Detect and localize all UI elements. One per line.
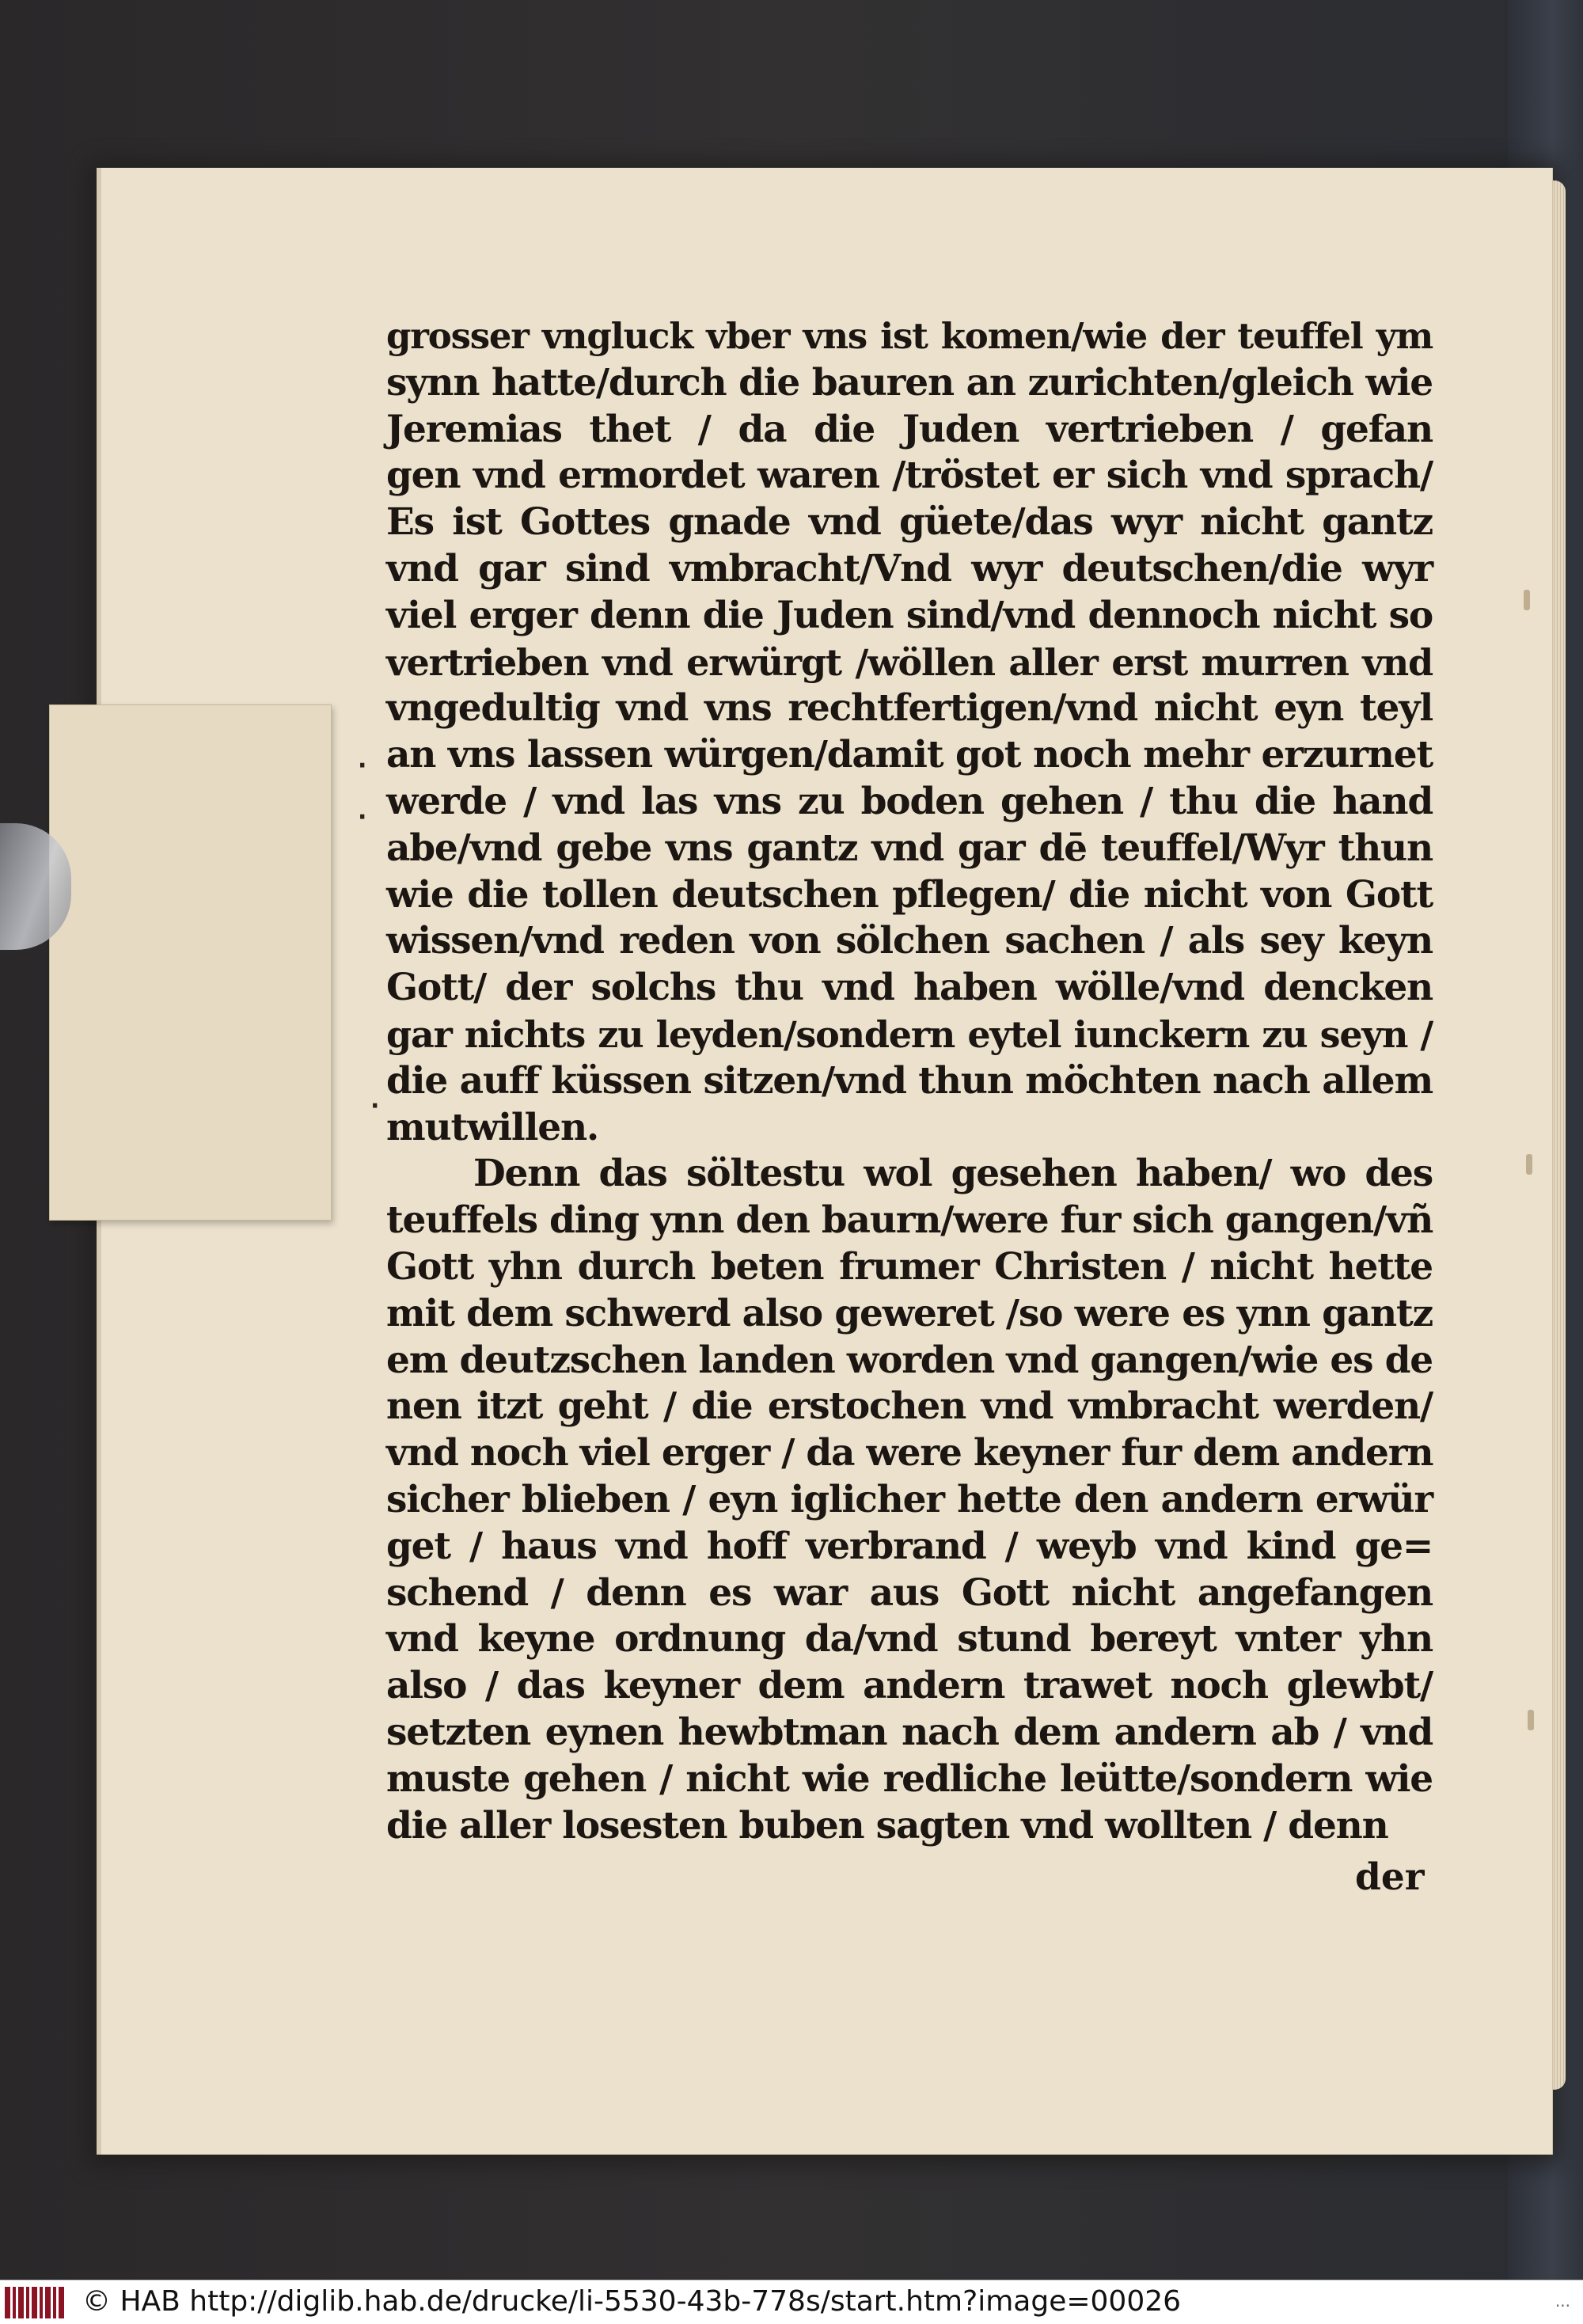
footer-menu-icon[interactable]: ... — [1555, 2292, 1570, 2311]
text-line: werde / vnd las vns zu boden gehen / thu die hand — [386, 779, 1433, 823]
footer-credit-link[interactable]: © HAB http://diglib.hab.de/drucke/li-5530-43b-778s/start.htm?image=00026 — [82, 2285, 1182, 2318]
text-line: vnd keyne ordnung da/vnd stund bereyt vnter yhn — [386, 1617, 1433, 1661]
text-line: die aller losesten buben sagten vnd wollten / denn — [386, 1803, 1388, 1847]
text-line: abe/vnd gebe vns gantz vnd gar dē teuffel/Wyr thun — [386, 826, 1433, 870]
margin-mark: · — [358, 803, 367, 831]
page-edge-tear — [1526, 1154, 1532, 1175]
printed-text-block — [386, 313, 1433, 1849]
viewer-footer — [0, 2280, 1583, 2324]
text-line: mutwillen. — [386, 1105, 599, 1149]
text-line: synn hatte/durch die bauren an zurichten/gleich wie — [386, 360, 1433, 404]
page-edge-tear — [1528, 1710, 1534, 1730]
text-line: Jeremias thet / da die Juden vertrieben / gefan — [386, 407, 1433, 451]
page-edge-tear — [1524, 590, 1530, 610]
text-line: em deutzschen landen worden vnd gangen/wie es de — [386, 1338, 1433, 1382]
text-line: viel erger denn die Juden sind/vnd dennoch nicht so — [386, 593, 1433, 637]
text-line: wie die tollen deutschen pflegen/ die nicht von Gott — [386, 872, 1433, 917]
text-line: teuffels ding ynn den baurn/were fur sich gangen/vñ — [386, 1198, 1433, 1243]
text-line: muste gehen / nicht wie redliche leütte/sondern wie — [386, 1756, 1433, 1801]
text-line: mit dem schwerd also geweret /so were es ynn gantz — [386, 1291, 1433, 1335]
text-line: Gott yhn durch beten frumer Christen / nicht hette — [386, 1244, 1433, 1289]
text-line: also / das keyner dem andern trawet noch glewbt/ — [386, 1664, 1433, 1708]
text-line: gen vnd ermordet waren /tröstet er sich vnd sprach/ — [386, 454, 1433, 498]
text-line: nen itzt geht / die erstochen vnd vmbracht werden/ — [386, 1384, 1433, 1429]
text-line: sicher blieben / eyn iglicher hette den andern erwür — [386, 1477, 1433, 1521]
hab-logo-icon[interactable] — [5, 2287, 68, 2318]
text-line: schend / denn es war aus Gott nicht angefangen — [386, 1570, 1433, 1615]
text-line: vnd gar sind vmbracht/Vnd wyr deutschen/die wyr — [386, 546, 1433, 590]
text-line: an vns lassen würgen/damit got noch mehr erzurnet — [386, 733, 1433, 777]
text-line: wissen/vnd reden von sölchen sachen / als sey keyn — [386, 919, 1433, 963]
text-line: gar nichts zu leyden/sondern eytel iunckern zu seyn / — [386, 1012, 1433, 1056]
text-line: vnd noch viel erger / da were keyner fur dem andern — [386, 1431, 1433, 1475]
text-line: Gott/ der solchs thu vnd haben wölle/vnd dencken — [386, 966, 1433, 1010]
text-line: Denn das söltestu wol gesehen haben/ wo des — [473, 1152, 1433, 1196]
text-line: grosser vngluck vber vns ist komen/wie der teuffel ym — [386, 315, 1433, 357]
margin-mark: · — [370, 1092, 380, 1120]
text-line: vertrieben vnd erwürgt /wöllen aller erst murren vnd — [386, 640, 1433, 684]
text-line: setzten eynen hewbtman nach dem andern ab / vnd — [386, 1710, 1433, 1754]
text-line: Es ist Gottes gnade vnd güete/das wyr nicht gantz — [386, 500, 1433, 545]
bleed-through-text — [301, 784, 367, 1069]
text-line: die auff küssen sitzen/vnd thun möchten nach allem — [386, 1058, 1433, 1103]
margin-mark: · — [358, 752, 367, 780]
paper-slip-bookmark — [49, 704, 332, 1221]
text-line: get / haus vnd hoff verbrand / weyb vnd kind ge= — [386, 1524, 1433, 1568]
catchword: der — [1355, 1855, 1425, 1899]
text-line: vngedultig vnd vns rechtfertigen/vnd nicht eyn teyl — [386, 686, 1433, 731]
